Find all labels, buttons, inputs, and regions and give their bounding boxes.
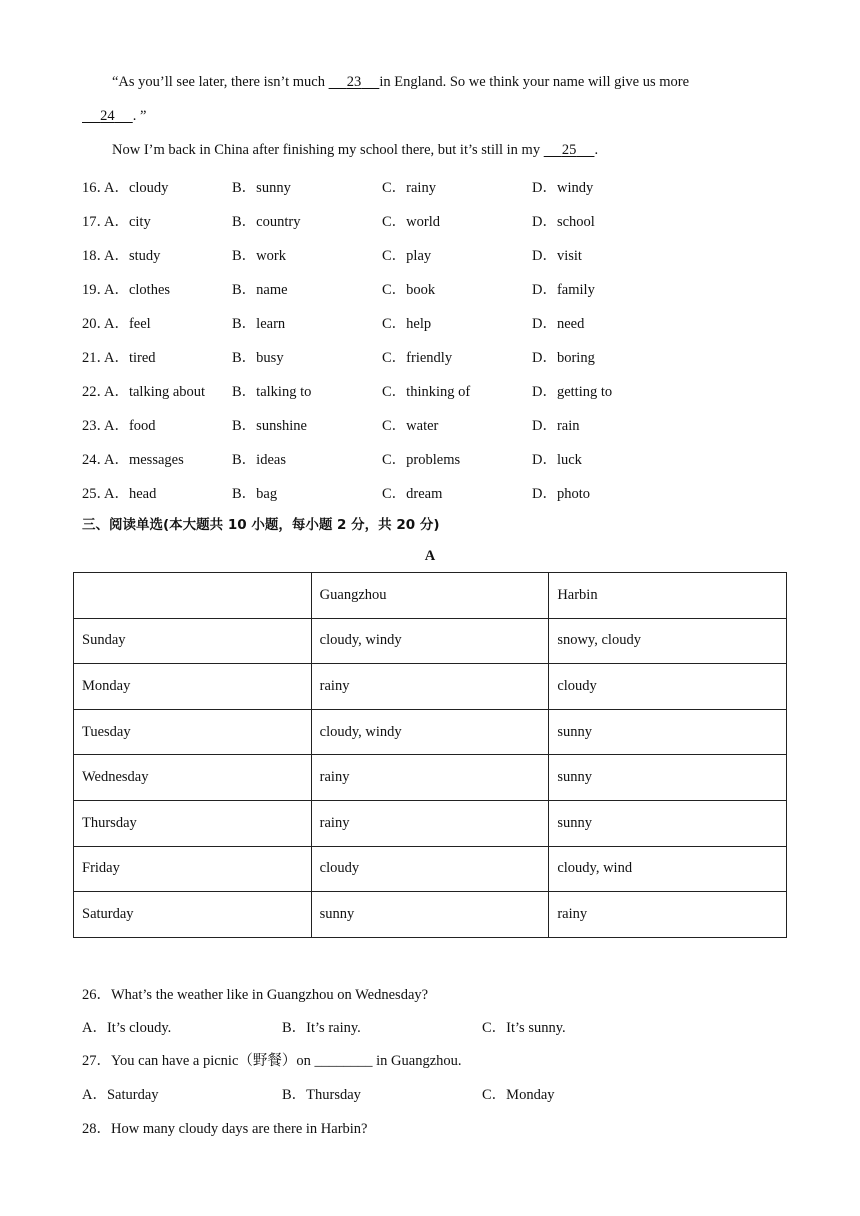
passage-line-2 — [82, 108, 146, 125]
table-cell: Sunday — [74, 618, 312, 664]
table-cell: sunny — [549, 800, 787, 846]
table-cell: cloudy — [311, 846, 549, 892]
section-title: 三、阅读单选(本大题共 10 小题，每小题 2 分，共 20 分) — [82, 517, 440, 533]
passage-label: A — [424, 548, 436, 564]
table-header-cell — [74, 573, 312, 619]
table-row — [74, 800, 787, 846]
option-d: D．boring — [532, 350, 595, 366]
option-b: B．It’s rainy. — [282, 1020, 361, 1036]
option-d: D．family — [532, 282, 595, 298]
table-cell: cloudy, windy — [311, 709, 549, 755]
table-cell: sunny — [311, 892, 549, 938]
table-cell: sunny — [549, 755, 787, 801]
option-b: B．ideas — [232, 452, 286, 468]
blank-25: 25 — [561, 142, 577, 158]
option-a: A．feel — [104, 316, 151, 332]
option-d: D．school — [532, 214, 595, 230]
passage-line-3 — [112, 142, 598, 159]
blank-24: 24 — [100, 108, 115, 124]
option-a: A．cloudy — [104, 180, 169, 196]
option-a: A．clothes — [104, 282, 171, 298]
question-number: 18． — [82, 248, 111, 264]
table-row — [74, 618, 787, 664]
question-number: 17． — [82, 214, 111, 230]
option-row-22 — [82, 380, 782, 400]
question-26-options — [82, 1016, 782, 1036]
passage-line-1 — [112, 74, 689, 91]
option-b: B．bag — [232, 486, 278, 502]
question-number: 24． — [82, 452, 111, 468]
table-cell: cloudy, windy — [311, 618, 549, 664]
option-b: B．name — [232, 282, 288, 298]
option-d: D．windy — [532, 180, 594, 196]
table-cell: rainy — [311, 664, 549, 710]
option-row-24 — [82, 448, 782, 468]
table-row — [74, 892, 787, 938]
option-b: B．country — [232, 214, 301, 230]
question-number: 20． — [82, 316, 111, 332]
option-row-20 — [82, 312, 782, 332]
option-c: C．friendly — [382, 350, 453, 366]
option-row-16 — [82, 176, 782, 196]
weather-table — [73, 572, 787, 938]
option-b: B．sunshine — [232, 418, 307, 434]
option-row-25 — [82, 482, 782, 502]
question-number: 22． — [82, 384, 111, 400]
table-header-row — [74, 573, 787, 619]
option-d: D．visit — [532, 248, 582, 264]
passage-text: . ” — [132, 108, 147, 124]
question-number: 23． — [82, 418, 111, 434]
question-number: 21． — [82, 350, 111, 366]
option-a: A．Saturday — [82, 1087, 159, 1103]
passage-text: “As you’ll see later, there isn’t much — [112, 74, 329, 90]
option-row-17 — [82, 210, 782, 230]
question-26-stem: 26．What’s the weather like in Guangzhou on Wednesday? — [82, 987, 429, 1003]
option-b: B．sunny — [232, 180, 291, 196]
option-row-18 — [82, 244, 782, 264]
question-number: 16． — [82, 180, 111, 196]
table-header-cell: Harbin — [549, 573, 787, 619]
option-b: B．learn — [232, 316, 286, 332]
option-b: B．work — [232, 248, 286, 264]
question-number: 25． — [82, 486, 111, 502]
table-cell: rainy — [549, 892, 787, 938]
table-header-cell: Guangzhou — [311, 573, 549, 619]
table-cell: rainy — [311, 800, 549, 846]
option-row-21 — [82, 346, 782, 366]
table-row — [74, 709, 787, 755]
option-a: A．city — [104, 214, 151, 230]
passage-text: Now I’m back in China after finishing my school there, but it’s still in my — [112, 142, 544, 158]
option-d: D．rain — [532, 418, 580, 434]
table-cell: Friday — [74, 846, 312, 892]
option-c: C．world — [382, 214, 440, 230]
table-cell: Saturday — [74, 892, 312, 938]
option-c: C．water — [382, 418, 439, 434]
table-cell: cloudy, wind — [549, 846, 787, 892]
table-cell: rainy — [311, 755, 549, 801]
question-28-stem: 28．How many cloudy days are there in Harbin? — [82, 1121, 368, 1137]
option-a: A．head — [104, 486, 157, 502]
option-d: D．getting to — [532, 384, 613, 400]
table-cell: Thursday — [74, 800, 312, 846]
option-row-19 — [82, 278, 782, 298]
table-cell: sunny — [549, 709, 787, 755]
table-cell: Monday — [74, 664, 312, 710]
option-c: C．play — [382, 248, 432, 264]
option-b: B．busy — [232, 350, 284, 366]
option-row-23 — [82, 414, 782, 434]
table-row — [74, 664, 787, 710]
table-cell: cloudy — [549, 664, 787, 710]
option-b: B．talking to — [232, 384, 312, 400]
option-d: D．need — [532, 316, 585, 332]
option-a: A．food — [104, 418, 156, 434]
option-c: C．problems — [382, 452, 461, 468]
passage-text: . — [594, 142, 599, 158]
table-cell: snowy, cloudy — [549, 618, 787, 664]
table-row — [74, 846, 787, 892]
table-cell: Wednesday — [74, 755, 312, 801]
option-a: A．tired — [104, 350, 156, 366]
question-27-stem: 27．You can have a picnic（野餐）on ________ in Guangzhou. — [82, 1053, 462, 1069]
question-27-options — [82, 1083, 782, 1103]
option-c: C．dream — [382, 486, 443, 502]
option-a: A．It’s cloudy. — [82, 1020, 172, 1036]
option-a: A．talking about — [104, 384, 206, 400]
table-cell: Tuesday — [74, 709, 312, 755]
option-c: C．It’s sunny. — [482, 1020, 566, 1036]
option-b: B．Thursday — [282, 1087, 361, 1103]
option-d: D．photo — [532, 486, 590, 502]
option-c: C．thinking of — [382, 384, 471, 400]
question-number: 19． — [82, 282, 111, 298]
option-c: C．help — [382, 316, 432, 332]
option-a: A．study — [104, 248, 161, 264]
option-c: C．Monday — [482, 1087, 555, 1103]
passage-text: in England. So we think your name will give us more — [379, 74, 690, 90]
table-row — [74, 755, 787, 801]
option-c: C．book — [382, 282, 436, 298]
option-a: A．messages — [104, 452, 184, 468]
option-c: C．rainy — [382, 180, 436, 196]
option-d: D．luck — [532, 452, 582, 468]
blank-23: 23 — [346, 74, 362, 90]
